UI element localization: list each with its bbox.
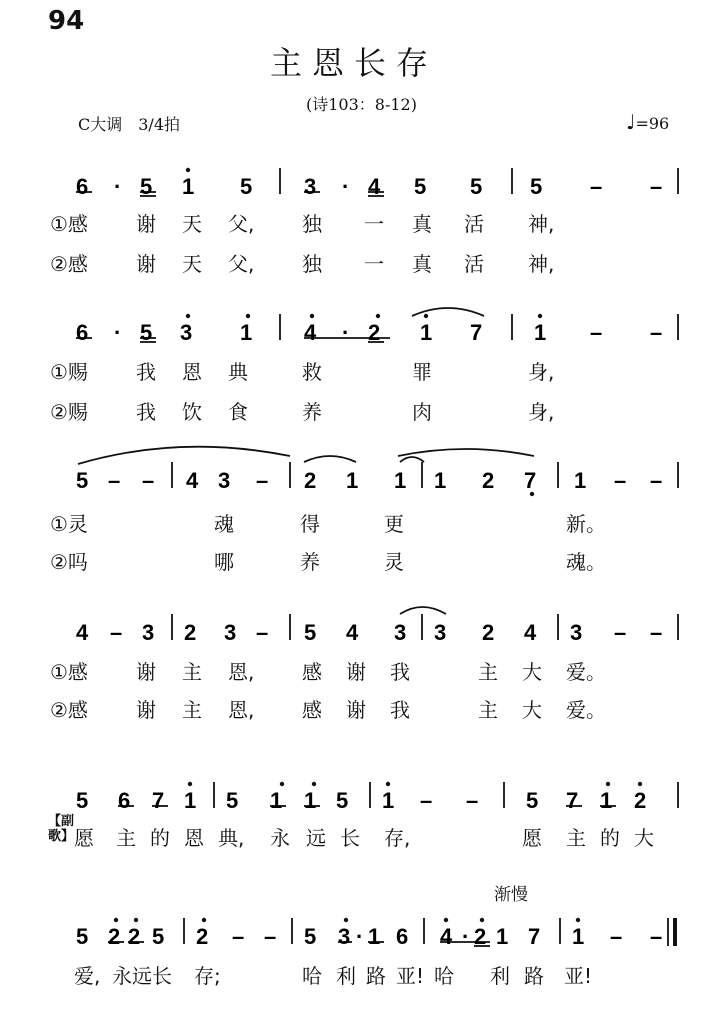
- lyric-chorus: 大: [634, 826, 654, 850]
- lyric-verse2: 天: [182, 252, 202, 276]
- lyric-verse2: 身,: [528, 400, 555, 424]
- lyric-chorus: 永: [112, 964, 132, 988]
- note-numeral: 4: [186, 468, 199, 493]
- scripture-reference: (诗103：8-12): [306, 95, 417, 114]
- note-numeral: 1: [382, 788, 395, 813]
- note-numeral: 5: [140, 174, 153, 199]
- lyric-verse1: 神,: [528, 212, 555, 236]
- note-numeral: 1: [420, 320, 433, 345]
- note-numeral: 7: [524, 468, 537, 493]
- lyric-chorus: 存,: [384, 826, 411, 850]
- lyric-verse2: 谢: [136, 698, 156, 722]
- lyric-verse1: 我: [136, 360, 156, 384]
- lyric-chorus: 路: [524, 964, 544, 988]
- note-numeral: –: [256, 620, 269, 645]
- tempo-value: =96: [635, 114, 670, 133]
- lyric-verse2: 活: [464, 252, 484, 276]
- lyric-chorus: 主: [116, 826, 136, 850]
- lyric-verse1: 活: [464, 212, 484, 236]
- note-numeral: 4: [76, 620, 89, 645]
- note-numeral: –: [264, 924, 277, 949]
- lyric-verse2: 独: [302, 252, 322, 276]
- note-numeral: 3: [394, 620, 407, 645]
- note-numeral: 7: [566, 788, 579, 813]
- lyric-verse1: 罪: [412, 360, 432, 384]
- lyric-verse1: 主: [182, 660, 202, 684]
- lyric-chorus: 永: [270, 826, 290, 850]
- note-numeral: ·: [114, 174, 122, 199]
- note-numeral: –: [610, 924, 623, 949]
- note-numeral: 2: [634, 788, 647, 813]
- note-numeral: 3: [224, 620, 237, 645]
- note-numeral: ·: [342, 174, 350, 199]
- note-numeral: 3: [304, 174, 317, 199]
- lyric-chorus: 远: [306, 826, 326, 850]
- note-numeral: 5: [336, 788, 349, 813]
- note-numeral: 5: [240, 174, 253, 199]
- note-numeral: 1: [496, 924, 509, 949]
- lyric-chorus: 的: [600, 826, 620, 850]
- note-numeral: 2: [184, 620, 197, 645]
- note-numeral: 2: [108, 924, 121, 949]
- note-numeral: 1: [240, 320, 253, 345]
- note-numeral: 6: [76, 320, 89, 345]
- lyric-chorus: 恩: [184, 826, 204, 850]
- note-numeral: 2: [482, 620, 495, 645]
- lyric-verse2: 食: [228, 400, 248, 424]
- note-numeral: 1: [534, 320, 547, 345]
- lyric-verse1: 得: [300, 512, 320, 536]
- lyric-verse1: 魂: [214, 512, 234, 536]
- note-numeral: 3: [180, 320, 193, 345]
- lyric-verse1: 典: [228, 360, 248, 384]
- note-numeral: ·: [114, 320, 122, 345]
- note-numeral: 5: [76, 924, 89, 949]
- note-numeral: –: [590, 320, 603, 345]
- note-numeral: 4: [346, 620, 359, 645]
- note-numeral: –: [256, 468, 269, 493]
- key-meter: C大调 3/4拍: [78, 115, 180, 134]
- lyric-verse1: 一: [364, 212, 384, 236]
- lyric-verse1: 真: [412, 212, 432, 236]
- note-numeral: 1: [600, 788, 613, 813]
- note-numeral: –: [614, 620, 627, 645]
- lyric-verse2: 一: [364, 252, 384, 276]
- note-numeral: 2: [368, 320, 381, 345]
- lyric-verse2: 魂。: [566, 550, 606, 574]
- lyric-verse1: 谢: [136, 212, 156, 236]
- lyric-verse2: 真: [412, 252, 432, 276]
- lyric-verse2: 灵: [384, 550, 404, 574]
- note-numeral: 5: [526, 788, 539, 813]
- note-numeral: 5: [304, 620, 317, 645]
- lyric-verse2: 饮: [182, 400, 202, 424]
- note-numeral: 5: [76, 468, 89, 493]
- note-numeral: 2: [128, 924, 141, 949]
- note-numeral: 3: [338, 924, 351, 949]
- lyric-verse1: 谢: [346, 660, 366, 684]
- lyric-chorus: 愿: [522, 826, 542, 850]
- lyric-verse2: 父,: [228, 252, 255, 276]
- lyric-verse2: 谢: [346, 698, 366, 722]
- lyric-verse1: 救: [302, 360, 322, 384]
- lyric-verse2: 哪: [214, 550, 234, 574]
- note-numeral: ·: [342, 320, 350, 345]
- lyric-verse2: 大: [522, 698, 542, 722]
- note-numeral: –: [420, 788, 433, 813]
- lyric-verse1: 恩: [182, 360, 202, 384]
- lyric-verse2: 养: [300, 550, 320, 574]
- note-numeral: 1: [184, 788, 197, 813]
- chorus-label: 【副歌】: [48, 814, 75, 844]
- lyric-verse2: 主: [478, 698, 498, 722]
- note-numeral: 1: [394, 468, 407, 493]
- note-numeral: –: [650, 924, 663, 949]
- note-numeral: 5: [530, 174, 543, 199]
- lyric-verse1: ①灵: [50, 512, 88, 536]
- note-numeral: 3: [570, 620, 583, 645]
- lyric-verse1: ①感: [50, 212, 88, 236]
- note-numeral: 2: [474, 924, 487, 949]
- note-numeral: 4: [440, 924, 453, 949]
- lyric-verse1: ①感: [50, 660, 88, 684]
- note-numeral: 4: [304, 320, 317, 345]
- lyric-chorus: 典,: [218, 826, 245, 850]
- note-numeral: 2: [196, 924, 209, 949]
- song-title: 主恩长存: [270, 44, 439, 82]
- lyric-verse1: 爱。: [566, 660, 606, 684]
- note-numeral: 5: [226, 788, 239, 813]
- note-numeral: –: [142, 468, 155, 493]
- note-numeral: 1: [368, 924, 381, 949]
- lyric-verse2: ②吗: [50, 550, 88, 574]
- lyric-verse2: 神,: [528, 252, 555, 276]
- note-numeral: 5: [140, 320, 153, 345]
- lyric-chorus: 长: [340, 826, 360, 850]
- note-numeral: ·: [462, 924, 470, 949]
- lyric-verse1: 我: [390, 660, 410, 684]
- note-numeral: –: [650, 320, 663, 345]
- quarter-note-icon: ♩: [626, 110, 636, 134]
- note-numeral: 4: [368, 174, 381, 199]
- note-numeral: 2: [304, 468, 317, 493]
- note-numeral: 7: [152, 788, 165, 813]
- note-numeral: 1: [304, 788, 317, 813]
- lyric-verse1: 大: [522, 660, 542, 684]
- note-numeral: –: [590, 174, 603, 199]
- lyric-verse2: 肉: [412, 400, 432, 424]
- lyric-verse1: 感: [302, 660, 322, 684]
- note-numeral: 1: [346, 468, 359, 493]
- note-numeral: 5: [76, 788, 89, 813]
- lyric-verse2: 我: [390, 698, 410, 722]
- lyric-chorus: 利: [336, 964, 356, 988]
- note-numeral: 1: [182, 174, 195, 199]
- note-numeral: 5: [304, 924, 317, 949]
- note-numeral: –: [650, 174, 663, 199]
- lyric-chorus: 哈: [434, 964, 454, 988]
- lyric-chorus: 爱,: [74, 964, 101, 988]
- tempo-text-rit: 渐慢: [494, 885, 528, 905]
- note-numeral: 1: [270, 788, 283, 813]
- note-numeral: 1: [572, 924, 585, 949]
- note-numeral: 4: [524, 620, 537, 645]
- note-numeral: 7: [528, 924, 541, 949]
- note-numeral: 5: [414, 174, 427, 199]
- lyric-chorus: 主: [566, 826, 586, 850]
- lyric-verse1: 谢: [136, 660, 156, 684]
- lyric-verse2: 谢: [136, 252, 156, 276]
- note-numeral: –: [614, 468, 627, 493]
- note-numeral: –: [466, 788, 479, 813]
- lyric-verse2: 爱。: [566, 698, 606, 722]
- lyric-chorus: 路: [366, 964, 386, 988]
- lyric-chorus: 亚!: [396, 964, 425, 988]
- note-numeral: –: [650, 468, 663, 493]
- note-numeral: –: [110, 620, 123, 645]
- lyric-verse2: ②感: [50, 252, 88, 276]
- lyric-chorus: 的: [150, 826, 170, 850]
- lyric-chorus: 远: [132, 964, 152, 988]
- note-numeral: 1: [574, 468, 587, 493]
- page-number: 94: [48, 6, 85, 36]
- note-numeral: –: [650, 620, 663, 645]
- lyric-chorus: 利: [490, 964, 510, 988]
- note-numeral: –: [232, 924, 245, 949]
- lyric-verse1: 更: [384, 512, 404, 536]
- note-numeral: 5: [470, 174, 483, 199]
- lyric-verse1: 独: [302, 212, 322, 236]
- note-numeral: 3: [434, 620, 447, 645]
- note-numeral: 3: [218, 468, 231, 493]
- lyric-chorus: 存;: [194, 964, 221, 988]
- lyric-verse1: 主: [478, 660, 498, 684]
- note-numeral: 6: [118, 788, 131, 813]
- note-numeral: 6: [76, 174, 89, 199]
- note-numeral: 1: [434, 468, 447, 493]
- lyric-verse1: 身,: [528, 360, 555, 384]
- lyric-verse2: 主: [182, 698, 202, 722]
- lyric-verse2: ②感: [50, 698, 88, 722]
- lyric-chorus: 哈: [302, 964, 322, 988]
- note-numeral: 3: [142, 620, 155, 645]
- note-numeral: 6: [396, 924, 409, 949]
- note-numeral: 5: [152, 924, 165, 949]
- lyric-verse1: 父,: [228, 212, 255, 236]
- lyric-verse2: 感: [302, 698, 322, 722]
- lyric-chorus: 长: [152, 964, 172, 988]
- note-numeral: 7: [470, 320, 483, 345]
- lyric-verse1: 天: [182, 212, 202, 236]
- lyric-verse1: 恩,: [228, 660, 255, 684]
- lyric-verse1: ①赐: [50, 360, 88, 384]
- lyric-verse2: ②赐: [50, 400, 88, 424]
- lyric-verse2: 养: [302, 400, 322, 424]
- lyric-verse1: 新。: [566, 512, 606, 536]
- note-numeral: ·: [356, 924, 364, 949]
- lyric-verse2: 恩,: [228, 698, 255, 722]
- lyric-verse2: 我: [136, 400, 156, 424]
- note-numeral: 2: [482, 468, 495, 493]
- lyric-chorus: 亚!: [564, 964, 593, 988]
- lyric-chorus: 愿: [74, 826, 94, 850]
- note-numeral: –: [108, 468, 121, 493]
